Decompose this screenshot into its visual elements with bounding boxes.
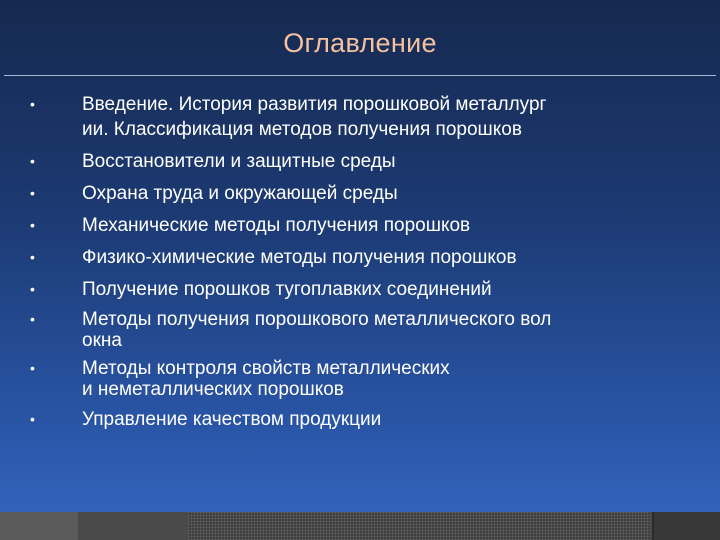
footer-segment-left <box>0 512 78 540</box>
item-line: Получение порошков тугоплавких соединений <box>82 279 492 300</box>
item-line: Охрана труда и окружающей среды <box>82 183 398 204</box>
title-divider <box>4 75 716 76</box>
item-line: и неметаллических порошков <box>82 379 344 400</box>
list-item <box>30 213 700 238</box>
bullet-icon: • <box>30 311 35 327</box>
list-item <box>30 277 700 302</box>
list-item <box>30 92 700 142</box>
item-line: окна <box>82 330 122 351</box>
slide-title: Оглавление <box>283 28 437 58</box>
item-line: Восстановители и защитные среды <box>82 151 396 172</box>
list-item <box>30 181 700 206</box>
item-line: Управление качеством продукции <box>82 409 382 430</box>
list-item <box>30 407 700 432</box>
bullet-icon: • <box>30 96 35 112</box>
item-line: ии. Классификация методов получения порошков <box>82 119 522 140</box>
item-line: Методы контроля свойств металлических <box>82 358 450 379</box>
bullet-icon: • <box>30 249 35 265</box>
bullet-icon: • <box>30 281 35 297</box>
list-item <box>30 309 700 351</box>
item-line: Физико-химические методы получения порошков <box>82 247 517 268</box>
list-item <box>30 149 700 174</box>
item-line: Методы получения порошкового металлического вол <box>82 309 552 330</box>
footer-segment-right <box>652 512 720 540</box>
bullet-icon: • <box>30 411 35 427</box>
bullet-icon: • <box>30 185 35 201</box>
bullet-icon: • <box>30 153 35 169</box>
contents-list <box>30 92 700 439</box>
footer-segment-textured <box>188 512 650 540</box>
list-item <box>30 245 700 270</box>
list-item <box>30 358 700 400</box>
item-line: Введение. История развития порошковой металлург <box>82 94 547 115</box>
bullet-icon: • <box>30 360 35 376</box>
item-line: Механические методы получения порошков <box>82 215 471 236</box>
bullet-icon: • <box>30 217 35 233</box>
